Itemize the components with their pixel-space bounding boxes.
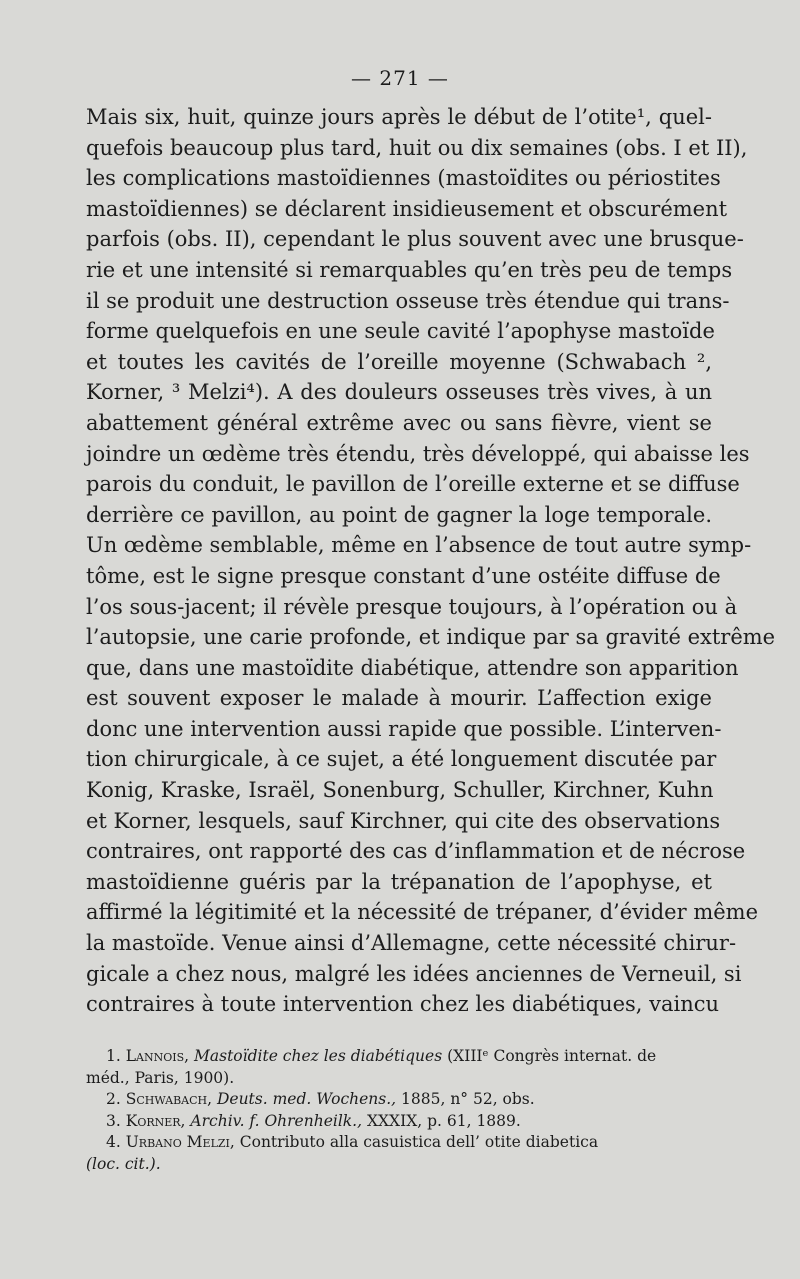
- text-line: rie et une intensité si remarquables qu’en très peu de temps: [86, 257, 733, 282]
- text-line: la mastoïde. Venue ainsi d’Allemagne, cette nécessité chirur-: [86, 931, 737, 956]
- text-line: contraires à toute intervention chez les diabétiques, vaincu: [86, 992, 720, 1017]
- text-line: derrière ce pavillon, au point de gagner la loge temporale.: [86, 502, 712, 527]
- text-line: et Korner, lesquels, sauf Kirchner, qui cite des observations: [86, 808, 721, 833]
- text-line: Mais six, huit, quinze jours après le début de l’otite¹, quel-: [86, 105, 712, 129]
- footnote-rest: 1885, n° 52, obs.: [401, 1090, 535, 1108]
- footnote-number: 1.: [106, 1047, 121, 1065]
- footnote-author: Urbano Melzi,: [125, 1133, 235, 1151]
- footnote-title: (loc. cit.).: [86, 1154, 161, 1173]
- body-text: [86, 102, 776, 1020]
- footnote-rest: méd., Paris, 1900).: [86, 1068, 235, 1087]
- text-line: mastoïdienne guéris par la trépanation de l’apophyse, et: [86, 869, 712, 894]
- footnotes: [86, 1046, 712, 1175]
- text-line: quefois beaucoup plus tard, huit ou dix semaines (obs. I et II),: [86, 135, 748, 160]
- text-line: les complications mastoïdiennes (mastoïdites ou périostites: [86, 166, 721, 191]
- footnote-rest: Contributo alla casuistica dell’ otite diabetica: [239, 1133, 599, 1151]
- text-line: il se produit une destruction osseuse très étendue qui trans-: [86, 288, 730, 313]
- text-line: contraires, ont rapporté des cas d’inflammation et de nécrose: [86, 839, 746, 864]
- text-line: parois du conduit, le pavillon de l’oreille externe et se diffuse: [86, 472, 740, 497]
- text-line: abattement général extrême avec ou sans fièvre, vient se: [86, 410, 712, 435]
- text-line: l’autopsie, une carie profonde, et indique par sa gravité extrême: [86, 625, 776, 650]
- footnote-author: Schwabach,: [125, 1090, 213, 1108]
- footnote-title: Archiv. f. Ohrenheilk.,: [190, 1111, 363, 1130]
- page-number: — 271 —: [351, 66, 449, 90]
- text-line: mastoïdiennes) se déclarent insidieusement et obscurément: [86, 196, 728, 221]
- text-line: Un œdème semblable, même en l’absence de tout autre symp-: [86, 533, 752, 558]
- footnote-rest: XXXIX, p. 61, 1889.: [366, 1111, 521, 1130]
- footnote-number: 3.: [106, 1111, 121, 1130]
- text-line: Konig, Kraske, Israël, Sonenburg, Schuller, Kirchner, Kuhn: [86, 778, 714, 803]
- footnote-4-continued: [86, 1154, 712, 1176]
- text-line: que, dans une mastoïdite diabétique, attendre son apparition: [86, 655, 739, 680]
- text-line: gicale a chez nous, malgré les idées anciennes de Verneuil, si: [86, 961, 742, 986]
- footnote-1-continued: [86, 1068, 712, 1090]
- text-line: tion chirurgicale, à ce sujet, a été longuement discutée par: [86, 747, 717, 772]
- text-line: l’os sous-jacent; il révèle presque toujours, à l’opération ou à: [86, 594, 738, 619]
- text-line: donc une intervention aussi rapide que possible. L’interven-: [86, 716, 722, 741]
- text-line: tôme, est le signe presque constant d’une ostéite diffuse de: [86, 563, 721, 588]
- text-line: parfois (obs. II), cependant le plus souvent avec une brusque-: [86, 227, 744, 252]
- footnote-title: Deuts. med. Wochens.,: [216, 1090, 397, 1108]
- footnote-4: [86, 1132, 712, 1154]
- footnote-author: Korner,: [125, 1111, 186, 1130]
- text-line: affirmé la légitimité et la nécessité de trépaner, d’évider même: [86, 900, 758, 925]
- text-line: forme quelquefois en une seule cavité l’apophyse mastoïde: [86, 319, 715, 344]
- footnote-2: [86, 1089, 712, 1111]
- footnote-3: [86, 1111, 712, 1133]
- footnote-title: Mastoïdite chez les diabétiques: [194, 1047, 443, 1065]
- footnote-number: 4.: [106, 1133, 121, 1151]
- footnote-number: 2.: [106, 1090, 121, 1108]
- text-line: et toutes les cavités de l’oreille moyenne (Schwabach ²,: [86, 349, 712, 374]
- text-line: Korner, ³ Melzi⁴). A des douleurs osseuses très vives, à un: [86, 380, 712, 405]
- footnote-rest: (XIIIᵉ Congrès internat. de: [447, 1047, 657, 1065]
- footnote-1: [86, 1046, 712, 1068]
- text-line: joindre un œdème très étendu, très développé, qui abaisse les: [86, 441, 750, 466]
- footnote-author: Lannois,: [125, 1047, 190, 1065]
- text-line: est souvent exposer le malade à mourir. L’affection exige: [86, 686, 712, 711]
